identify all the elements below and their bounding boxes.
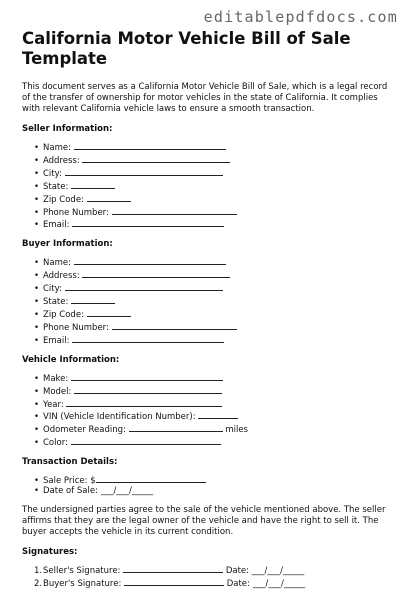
seller-signature-date[interactable]: ___/___/_____ xyxy=(251,565,305,576)
vehicle-vin-field: • VIN (Vehicle Identification Number): xyxy=(34,410,394,423)
intro-paragraph: This document serves as a California Motor Vehicle Bill of Sale, which is a legal record of the transfer of ownership for motor vehicles in the state of California. It complies with relevant California vehicle laws to ensure a smooth transaction. xyxy=(22,82,388,114)
vehicle-model-line[interactable] xyxy=(74,385,222,394)
date-of-sale-field: • Date of Sale: ___/___/_____ xyxy=(34,486,154,497)
seller-address-line[interactable] xyxy=(82,154,230,163)
transaction-fields xyxy=(22,474,394,497)
vehicle-odometer-field: • Odometer Reading: miles xyxy=(34,425,248,436)
buyer-name-line[interactable] xyxy=(74,256,226,265)
vehicle-year-field: • Year: xyxy=(34,398,394,411)
buyer-zip-line[interactable] xyxy=(87,308,131,317)
seller-signature-line[interactable] xyxy=(123,564,223,573)
seller-signature-row: 1.Seller's Signature: Date: ___/___/_____ xyxy=(34,565,305,576)
seller-name-line[interactable] xyxy=(74,141,226,150)
vehicle-fields xyxy=(22,372,394,449)
buyer-fields xyxy=(22,256,394,346)
seller-address-field: • Address: xyxy=(34,154,394,167)
document-page xyxy=(22,29,394,598)
vehicle-year-line[interactable] xyxy=(66,398,222,407)
buyer-city-field: • City: xyxy=(34,282,394,295)
vehicle-color-line[interactable] xyxy=(71,436,221,445)
seller-zip-field: • Zip Code: xyxy=(34,193,394,206)
vehicle-color-field: • Color: xyxy=(34,436,394,449)
transaction-heading: Transaction Details: xyxy=(22,457,118,468)
vehicle-make-field: • Make: xyxy=(34,372,394,385)
buyer-email-field: • Email: xyxy=(34,334,394,347)
agreement-paragraph: The undersigned parties agree to the sale of the vehicle mentioned above. The seller affirms that they are the legal owner of the vehicle and have the right to sell it. The buyer accepts the vehicle in its current condition. xyxy=(22,504,386,537)
buyer-email-line[interactable] xyxy=(72,334,224,343)
vehicle-vin-line[interactable] xyxy=(198,410,238,419)
seller-name-field: • Name: xyxy=(34,141,394,154)
buyer-signature-row: 2.Buyer's Signature: Date: ___/___/_____ xyxy=(34,578,306,589)
buyer-phone-field: • Phone Number: xyxy=(34,321,394,334)
seller-email-field: • Email: xyxy=(34,218,394,231)
seller-state-line[interactable] xyxy=(71,180,115,189)
date-of-sale-blank[interactable]: ___/___/_____ xyxy=(100,486,154,497)
seller-fields xyxy=(22,141,394,231)
buyer-zip-field: • Zip Code: xyxy=(34,308,394,321)
vehicle-heading: Vehicle Information: xyxy=(22,354,120,365)
buyer-phone-line[interactable] xyxy=(112,321,237,330)
buyer-name-field: • Name: xyxy=(34,256,394,269)
watermark: editablepdfdocs.com xyxy=(203,8,398,26)
seller-email-line[interactable] xyxy=(72,218,224,227)
sale-price-line[interactable] xyxy=(96,474,206,483)
seller-zip-line[interactable] xyxy=(87,193,131,202)
signatures-heading: Signatures: xyxy=(22,546,78,557)
sale-price-field: • Sale Price: $ xyxy=(34,474,394,487)
vehicle-odometer-line[interactable] xyxy=(129,423,223,432)
buyer-state-line[interactable] xyxy=(71,295,115,304)
seller-city-line[interactable] xyxy=(65,167,223,176)
seller-phone-line[interactable] xyxy=(112,206,237,215)
buyer-signature-date[interactable]: ___/___/_____ xyxy=(252,578,306,589)
signature-list xyxy=(22,564,394,590)
buyer-address-field: • Address: xyxy=(34,269,394,282)
seller-heading: Seller Information: xyxy=(22,124,113,134)
buyer-signature-line[interactable] xyxy=(124,577,224,586)
vehicle-model-field: • Model: xyxy=(34,385,394,398)
buyer-heading: Buyer Information: xyxy=(22,239,113,250)
seller-phone-field: • Phone Number: xyxy=(34,206,394,219)
vehicle-make-line[interactable] xyxy=(71,372,223,381)
buyer-state-field: • State: xyxy=(34,295,394,308)
document-title: California Motor Vehicle Bill of Sale Template xyxy=(22,29,351,68)
seller-state-field: • State: xyxy=(34,180,394,193)
seller-city-field: • City: xyxy=(34,167,394,180)
buyer-address-line[interactable] xyxy=(82,269,230,278)
buyer-city-line[interactable] xyxy=(65,282,223,291)
